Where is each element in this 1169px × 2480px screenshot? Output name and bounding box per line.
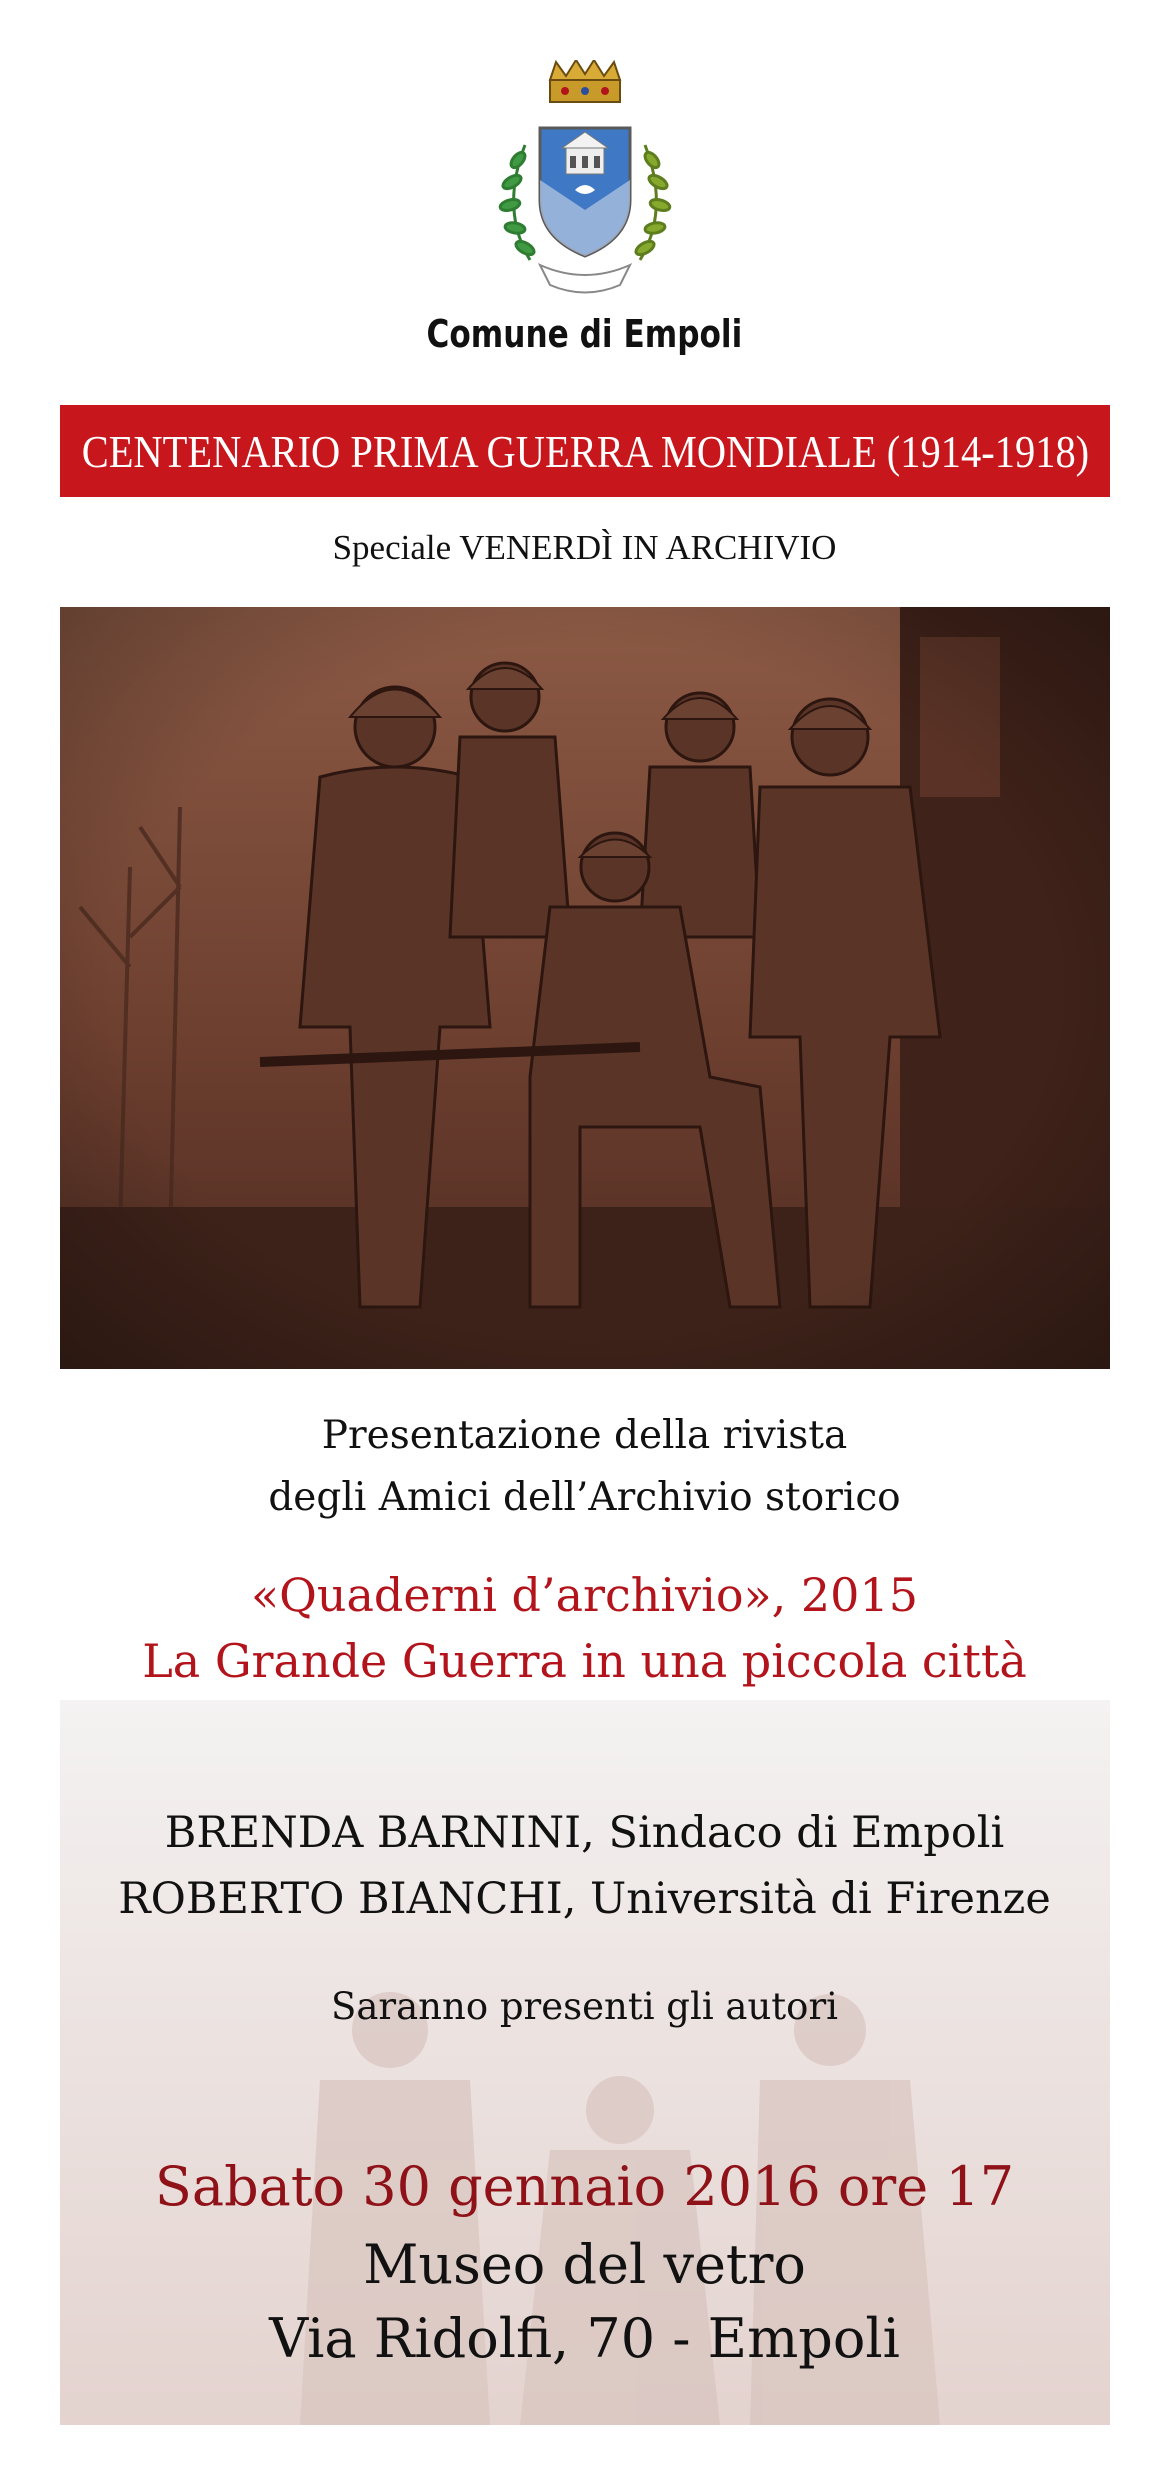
authors-note: Saranno presenti gli autori xyxy=(331,1985,838,2028)
speakers-list xyxy=(0,1800,1169,1932)
centenary-banner xyxy=(60,405,1110,497)
banner-title: CENTENARIO PRIMA GUERRA MONDIALE (1914-1918) xyxy=(81,425,1089,477)
speaker-1: BRENDA BARNINI, Sindaco di Empoli xyxy=(164,1808,1005,1858)
event-date: Sabato 30 gennaio 2016 ore 17 xyxy=(154,2155,1015,2218)
venue-name: Museo del vetro xyxy=(363,2233,806,2296)
presentation-text xyxy=(0,1405,1169,1529)
magazine-title-line-2: La Grande Guerra in una piccola città xyxy=(142,1634,1027,1688)
municipality-name: Comune di Empoli xyxy=(426,312,743,356)
event-series-subtitle: Speciale VENERDÌ IN ARCHIVIO xyxy=(332,528,837,567)
presentation-line-1: Presentazione della rivista xyxy=(321,1413,848,1458)
venue-address: Via Ridolfi, 70 - Empoli xyxy=(269,2307,900,2370)
presentation-line-2: degli Amici dell’Archivio storico xyxy=(268,1475,901,1520)
event-venue xyxy=(0,2228,1169,2376)
magazine-title xyxy=(0,1562,1169,1694)
empoli-coat-of-arms-icon xyxy=(470,60,700,310)
magazine-title-line-1: «Quaderni d’archivio», 2015 xyxy=(251,1568,918,1622)
soldiers-photo xyxy=(60,607,1110,1369)
speaker-2: ROBERTO BIANCHI, Università di Firenze xyxy=(118,1874,1051,1924)
